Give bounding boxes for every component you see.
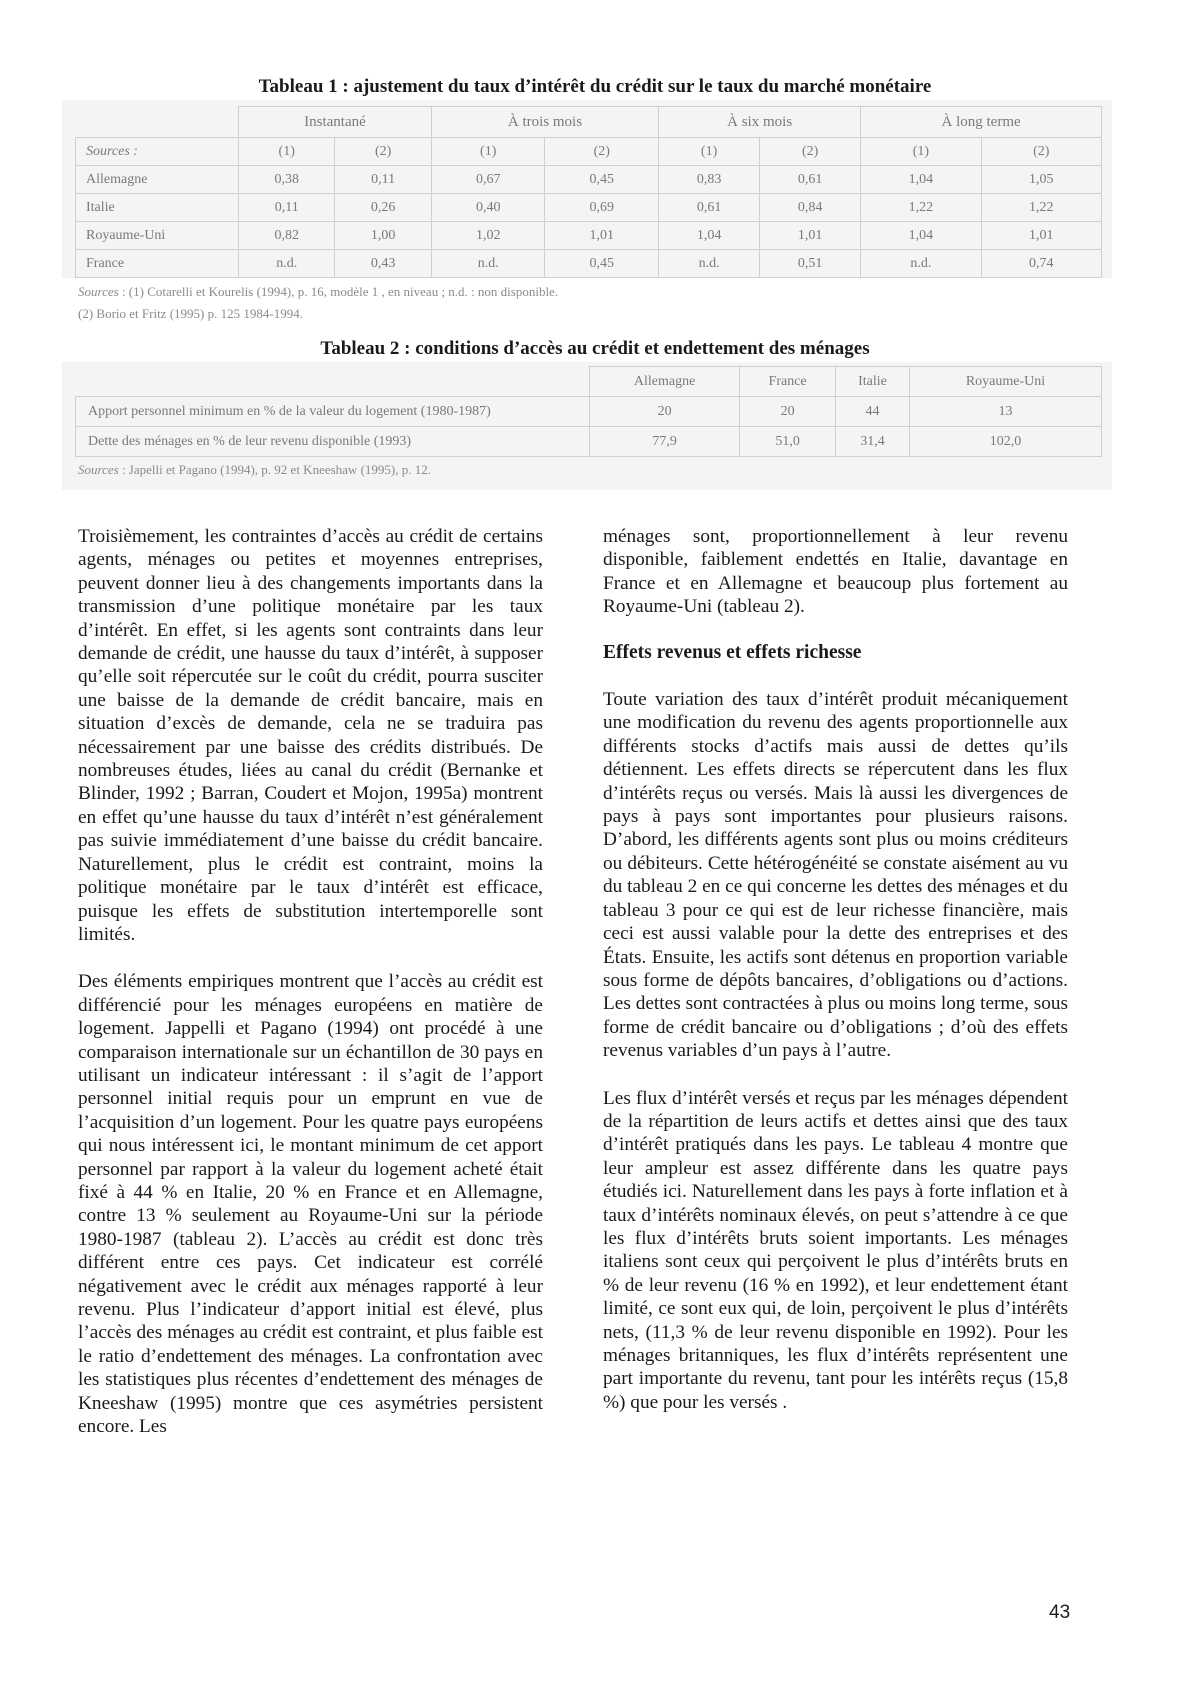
table-cell: 1,01 [760,222,861,250]
table2-col-header: Royaume-Uni [910,367,1102,397]
page-number: 43 [1049,1602,1071,1623]
table1-subheader [76,138,1102,166]
table1-title: Tableau 1 : ajustement du taux d’intérêt du crédit sur le taux du marché monétaire [258,76,932,97]
table-cell: 0,82 [239,222,335,250]
left-column [78,525,543,1438]
table-cell: 0,38 [239,166,335,194]
table1-subcol: (1) [239,138,335,166]
table-cell: 0,45 [545,250,659,278]
table1-group-trois-mois: À trois mois [431,107,658,138]
table-cell: 1,04 [861,166,981,194]
table-cell: 1,04 [659,222,760,250]
table-cell: 20 [740,397,836,427]
table-cell: 1,22 [861,194,981,222]
table1-group-six-mois: À six mois [659,107,861,138]
table-cell: 0,83 [659,166,760,194]
table2-col-header: Allemagne [590,367,740,397]
table1-group-long-terme: À long terme [861,107,1102,138]
table-row [76,427,1102,457]
table-cell: 1,02 [431,222,545,250]
table1-subcol: (1) [659,138,760,166]
table-cell: n.d. [861,250,981,278]
table-cell: 102,0 [910,427,1102,457]
table1 [75,106,1102,278]
table1-source-line2: (2) Borio et Fritz (1995) p. 125 1984-1994. [78,306,303,321]
table-cell: 0,43 [335,250,431,278]
table2-col-header: France [740,367,836,397]
table1-row-label: Italie [76,194,239,222]
table-cell: 51,0 [740,427,836,457]
table-row [76,250,1102,278]
table1-source-text: : (1) Cotarelli et Kourelis (1994), p. 16, modèle 1 , en niveau ; n.d. : non disponible. [118,284,559,299]
table2-title: Tableau 2 : conditions d’accès au crédit et endettement des ménages [320,338,870,359]
table1-subcol: (2) [760,138,861,166]
table-cell: 13 [910,397,1102,427]
table2 [75,366,1102,457]
table1-row-label: Allemagne [76,166,239,194]
table2-row-label: Apport personnel minimum en % de la valeur du logement (1980-1987) [76,397,590,427]
table2-col-header: Italie [835,367,909,397]
table1-subcol: (2) [545,138,659,166]
table-cell: 0,67 [431,166,545,194]
table-cell: 1,04 [861,222,981,250]
table-cell: 0,61 [760,166,861,194]
section-heading: Effets revenus et effets richesse [603,641,862,663]
table2-source-prefix: Sources [78,462,119,477]
table-cell: 1,01 [545,222,659,250]
table-cell: 0,40 [431,194,545,222]
table-cell: 0,61 [659,194,760,222]
table-cell: 20 [590,397,740,427]
table-cell: 0,26 [335,194,431,222]
table-cell: 0,11 [335,166,431,194]
table2-source [78,462,431,478]
table1-group-instantane: Instantané [239,107,432,138]
table1-subcol: (1) [431,138,545,166]
table-row [76,166,1102,194]
table-cell: n.d. [239,250,335,278]
right-paragraph-3: Les flux d’intérêt versés et reçus par les ménages dépendent de la répartition de leurs actifs et dettes ainsi que des taux d’intérêt pratiqués dans les pays. Le tableau 4 montre que leur ampleur est assez différente dans les quatre pays étudiés ici. Naturellement dans les pays à forte inflation et à taux d’intérêts nominaux élevés, on peut s’attendre à ce que les flux d’intérêts bruts soient importants. Les ménages italiens sont ceux qui perçoivent le plus d’intérêts bruts en % de leur revenu (16 % en 1992), et leur endettement étant limité, ce sont eux qui, de loin, perçoivent le plus d’intérêts nets, (11,3 % de leur revenu disponible en 1992). Pour les ménages britanniques, les flux d’intérêts représentent une part importante du revenu, tant pour les intérêts reçus (15,8 %) que pour les versés . [603,1087,1068,1413]
table1-group-header [76,107,1102,138]
table1-subcol: (1) [861,138,981,166]
table1-source-line1 [78,284,558,300]
table-cell: n.d. [659,250,760,278]
table-cell: n.d. [431,250,545,278]
table-cell: 44 [835,397,909,427]
table-cell: 0,45 [545,166,659,194]
table-row [76,194,1102,222]
table-cell: 1,00 [335,222,431,250]
table1-row-label: Royaume-Uni [76,222,239,250]
table2-source-text: : Japelli et Pagano (1994), p. 92 et Kneeshaw (1995), p. 12. [118,462,431,477]
table-cell: 0,74 [981,250,1101,278]
table-cell: 0,51 [760,250,861,278]
left-paragraph-1: Troisièmement, les contraintes d’accès au crédit de certains agents, ménages ou petites et moyennes entreprises, peuvent donner lieu à des changements importants dans la transmission d’une politique monétaire par les taux d’intérêt. En effet, si les agents sont contraints dans leur demande de crédit, une hausse du taux d’intérêt, à supposer qu’elle soit répercutée sur le coût du crédit, pourra susciter une baisse de la demande de crédit bancaire, mais en situation d’excès de demande, cela ne se traduira pas nécessairement par une baisse des crédits distribués. De nombreuses études, liées au canal du crédit (Bernanke et Blinder, 1992 ; Barran, Coudert et Mojon, 1995a) montrent en effet qu’une hausse du taux d’intérêt n’est généralement pas suivie immédiatement d’une baisse du crédit bancaire. Naturellement, plus le crédit est contraint, moins la politique monétaire par le taux d’intérêt est efficace, puisque les effets de substitution intertemporelle sont limités. [78,526,543,945]
table-row [76,397,1102,427]
table1-row-label: France [76,250,239,278]
table1-subcol: (2) [981,138,1101,166]
right-column [603,525,1068,1414]
table-cell: 77,9 [590,427,740,457]
table1-source-prefix: Sources [78,284,119,299]
table1-sources-label: Sources : [76,138,239,166]
table2-header [76,367,1102,397]
table1-subcol: (2) [335,138,431,166]
table2-row-label: Dette des ménages en % de leur revenu disponible (1993) [76,427,590,457]
table-row [76,222,1102,250]
left-paragraph-2: Des éléments empiriques montrent que l’accès au crédit est différencié pour les ménages européens en matière de logement. Jappelli et Pagano (1994) ont procédé à une comparaison internationale sur un échantillon de 30 pays en utilisant un indicateur intéressant : il s’agit de l’apport personnel initial requis pour un emprunt en vue de l’acquisition d’un logement. Pour les quatre pays européens qui nous intéressent ici, le montant minimum de cet apport personnel par rapport à la valeur du logement acheté était fixé à 44 % en Italie, 20 % en France et en Allemagne, contre 13 % seulement au Royaume-Uni sur la période 1980-1987 (tableau 2). L’accès au crédit est donc très différent entre ces pays. Cet indicateur est corrélé négativement avec le crédit aux ménages rapporté à leur revenu. Plus l’indicateur d’apport initial est élevé, plus l’accès des ménages au crédit est contraint, et plus faible est le ratio d’endettement des ménages. La confrontation avec les statistiques plus récentes d’endettement des ménages de Kneeshaw (1995) montre que ces asymétries persistent encore. Les [78,971,543,1438]
table-cell: 31,4 [835,427,909,457]
table-cell: 1,05 [981,166,1101,194]
right-paragraph-1: ménages sont, proportionnellement à leur revenu disponible, faiblement endettés en Italie, davantage en France et en Allemagne et beaucoup plus fortement au Royaume-Uni (tableau 2). [603,526,1068,618]
right-paragraph-2: Toute variation des taux d’intérêt produit mécaniquement une modification du revenu des agents proportionnelle aux différents stocks d’actifs mais aussi de dettes qu’ils détiennent. Les effets directs se répercutent dans les flux d’intérêts reçus ou versés. Mais là aussi les divergences de pays à pays sont importantes pour plusieurs raisons. D’abord, les différents agents sont plus ou moins créditeurs ou débiteurs. Cette hétérogénéité se constate aisément au vu du tableau 2 en ce qui concerne les dettes des ménages et du tableau 3 pour ce qui est de leur richesse financière, mais ceci est aussi valable pour la dette des entreprises et des États. Ensuite, les actifs sont détenus en proportion variable sous forme de dépôts bancaires, d’obligations ou d’actions. Les dettes sont contractées à plus ou moins long terme, sous forme de crédit bancaire ou d’obligations ; d’où des effets revenus variables d’un pays à l’autre. [603,689,1068,1062]
table-cell: 0,69 [545,194,659,222]
table-cell: 0,84 [760,194,861,222]
table-cell: 0,11 [239,194,335,222]
table-cell: 1,22 [981,194,1101,222]
table-cell: 1,01 [981,222,1101,250]
